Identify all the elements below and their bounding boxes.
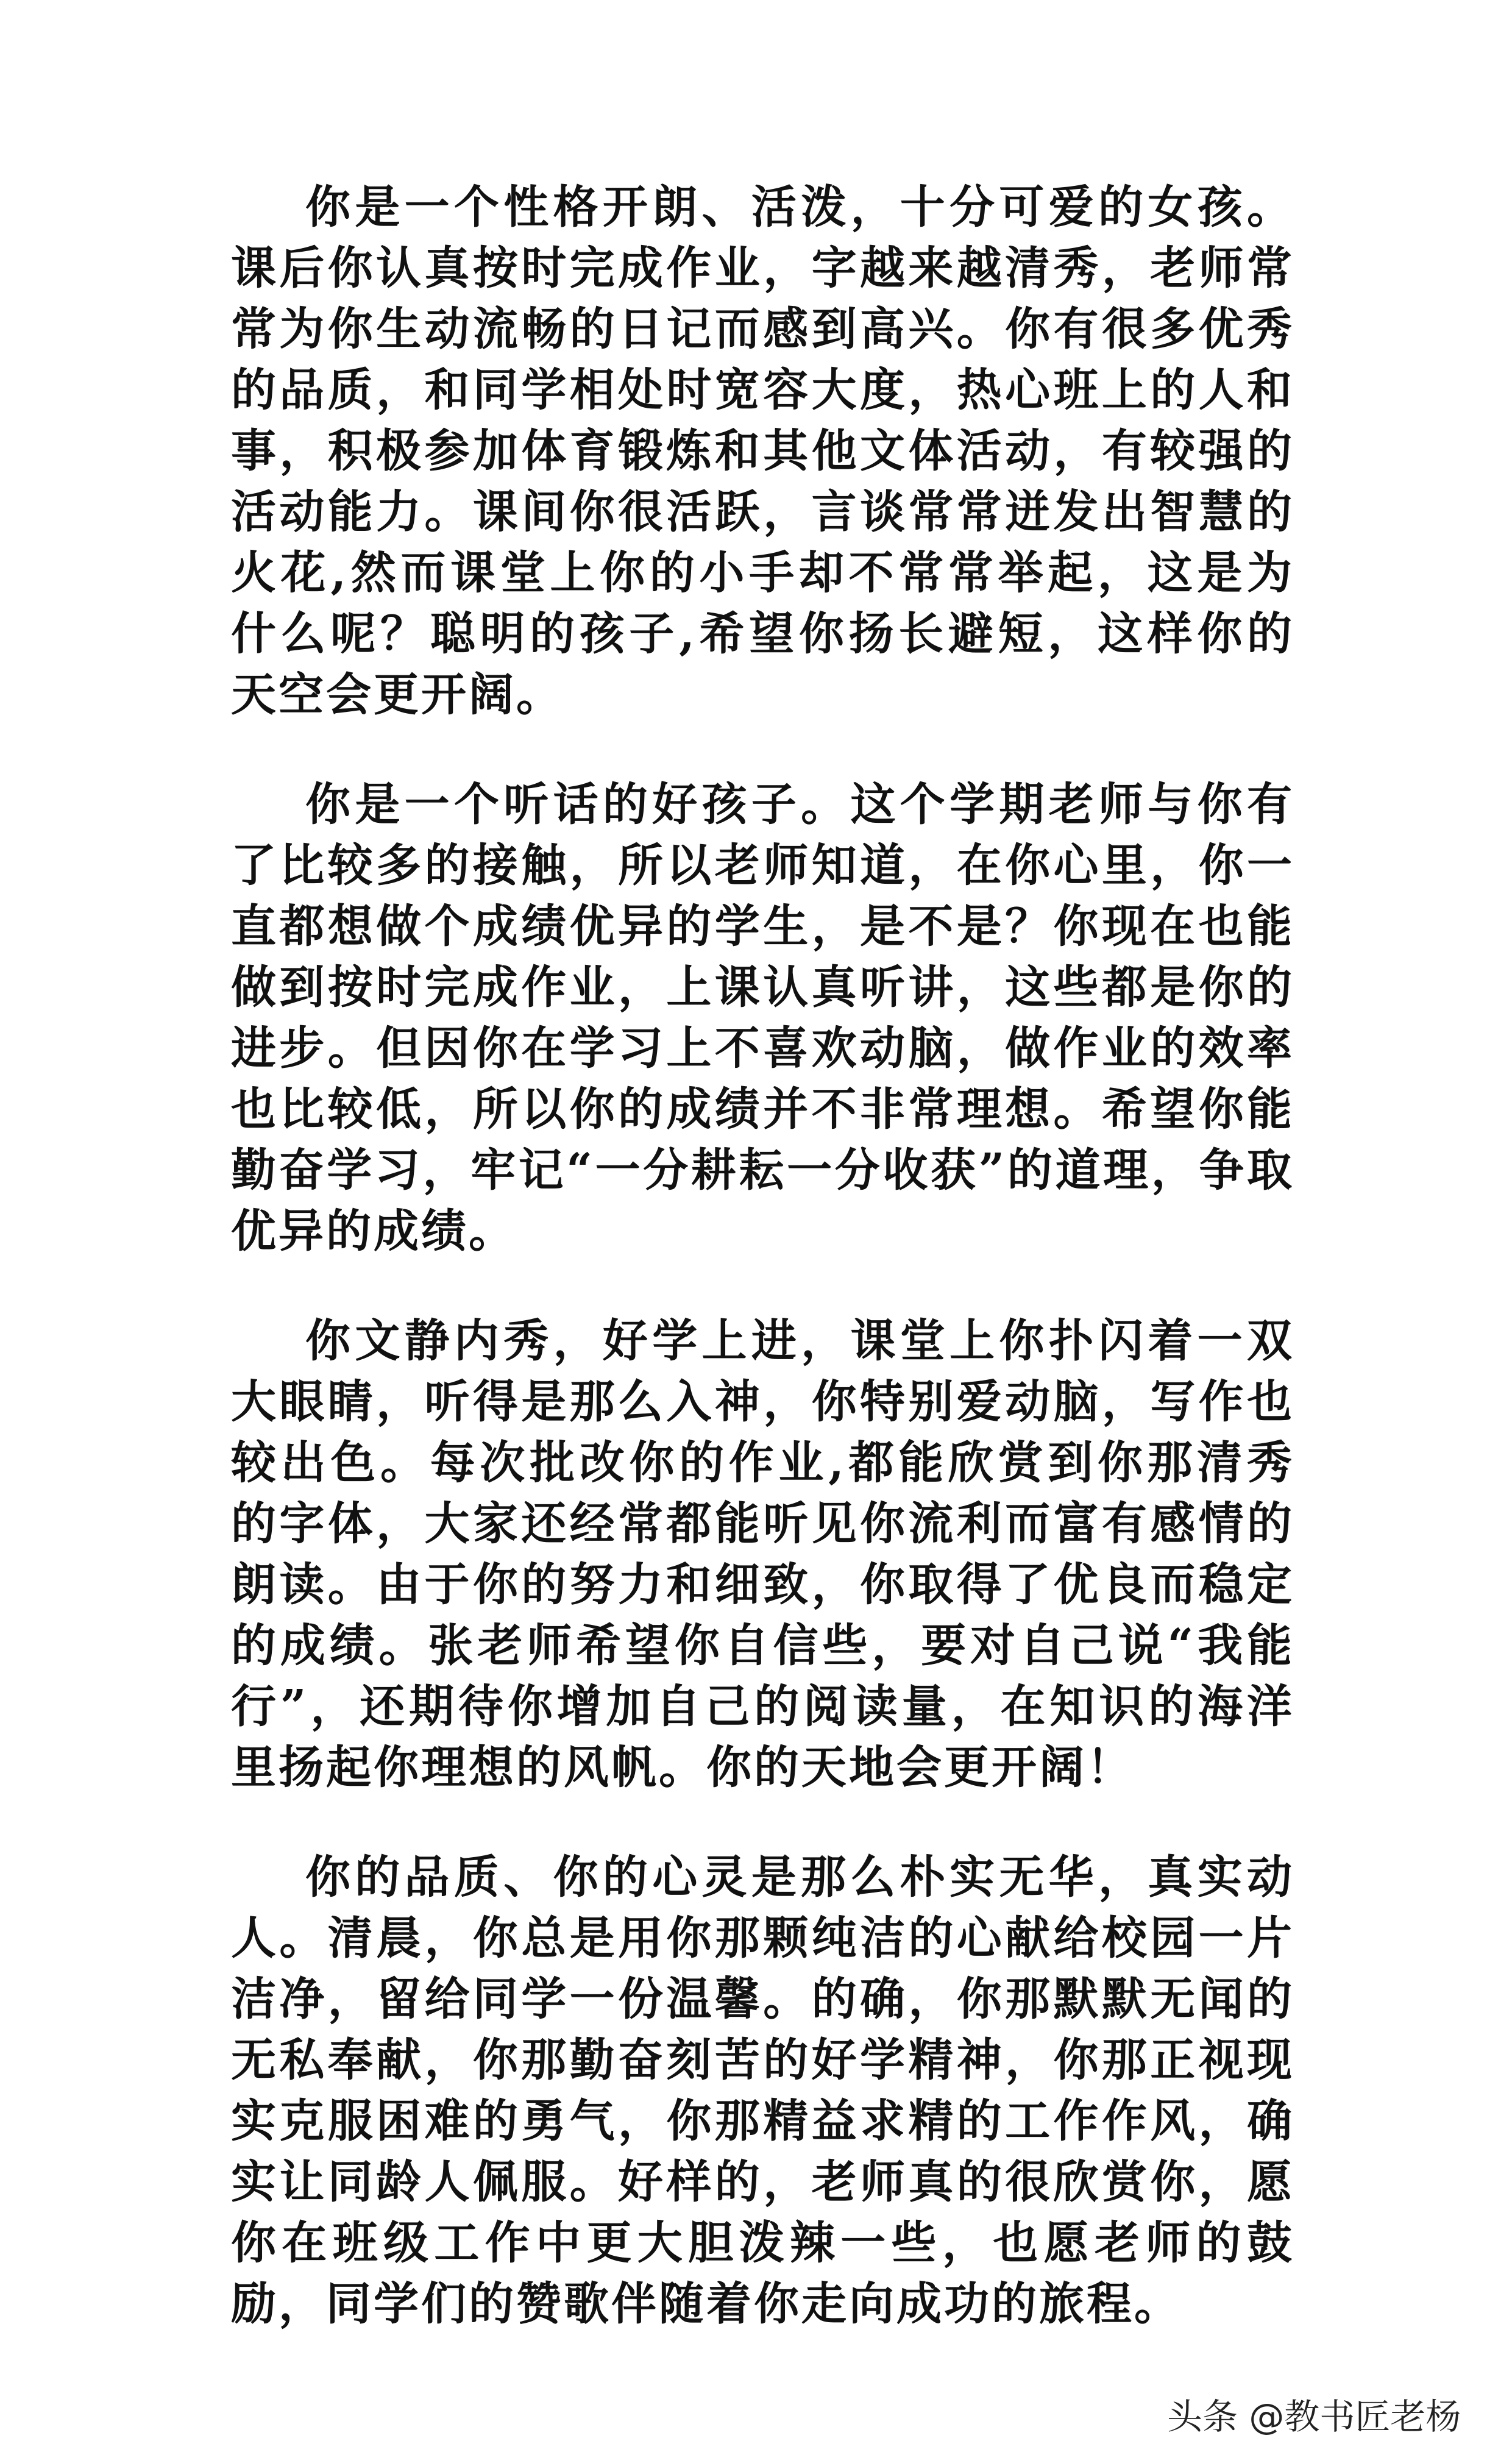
document-body bbox=[231, 177, 1294, 2383]
comment-paragraph-3: 你文静内秀，好学上进，课堂上你扑闪着一双大眼睛，听得是那么入神，你特别爱动脑，写作也较出色。每次批改你的作业,都能欣赏到你那清秀的字体，大家还经常都能听见你流利而富有感情的朗读。由于你的努力和细致，你取得了优良而稳定的成绩。张老师希望你自信些，要对自己说“我能行”，还期待你增加自己的阅读量，在知识的海洋里扬起你理想的风帆。你的天地会更开阔！ bbox=[231, 1315, 1294, 1794]
comment-paragraph-4: 你的品质、你的心灵是那么朴实无华，真实动人。清晨，你总是用你那颗纯洁的心献给校园一片洁净，留给同学一份温馨。的确，你那默默无闻的无私奉献，你那勤奋刻苦的好学精神，你那正视现实克服困难的勇气，你那精益求精的工作作风，确实让同龄人佩服。好样的，老师真的很欣赏你，愿你在班级工作中更大胆泼辣一些，也愿老师的鼓励，同学们的赞歌伴随着你走向成功的旅程。 bbox=[231, 1851, 1294, 2330]
comment-paragraph-1: 你是一个性格开朗、活泼，十分可爱的女孩。课后你认真按时完成作业，字越来越清秀，老师常常为你生动流畅的日记而感到高兴。你有很多优秀的品质，和同学相处时宽容大度，热心班上的人和事，积极参加体育锻炼和其他文体活动，有较强的活动能力。课间你很活跃，言谈常常迸发出智慧的火花,然而课堂上你的小手却不常常举起，这是为什么呢？聪明的孩子,希望你扬长避短，这样你的天空会更开阔。 bbox=[231, 181, 1294, 721]
comment-paragraph-2: 你是一个听话的好孩子。这个学期老师与你有了比较多的接触，所以老师知道，在你心里，你一直都想做个成绩优异的学生，是不是？你现在也能做到按时完成作业，上课认真听讲，这些都是你的进步。但因你在学习上不喜欢动脑，做作业的效率也比较低，所以你的成绩并不非常理想。希望你能勤奋学习，牢记“一分耕耘一分收获”的道理，争取优异的成绩。 bbox=[231, 778, 1294, 1257]
source-watermark: 头条 @教书匠老杨 bbox=[1167, 2396, 1461, 2437]
